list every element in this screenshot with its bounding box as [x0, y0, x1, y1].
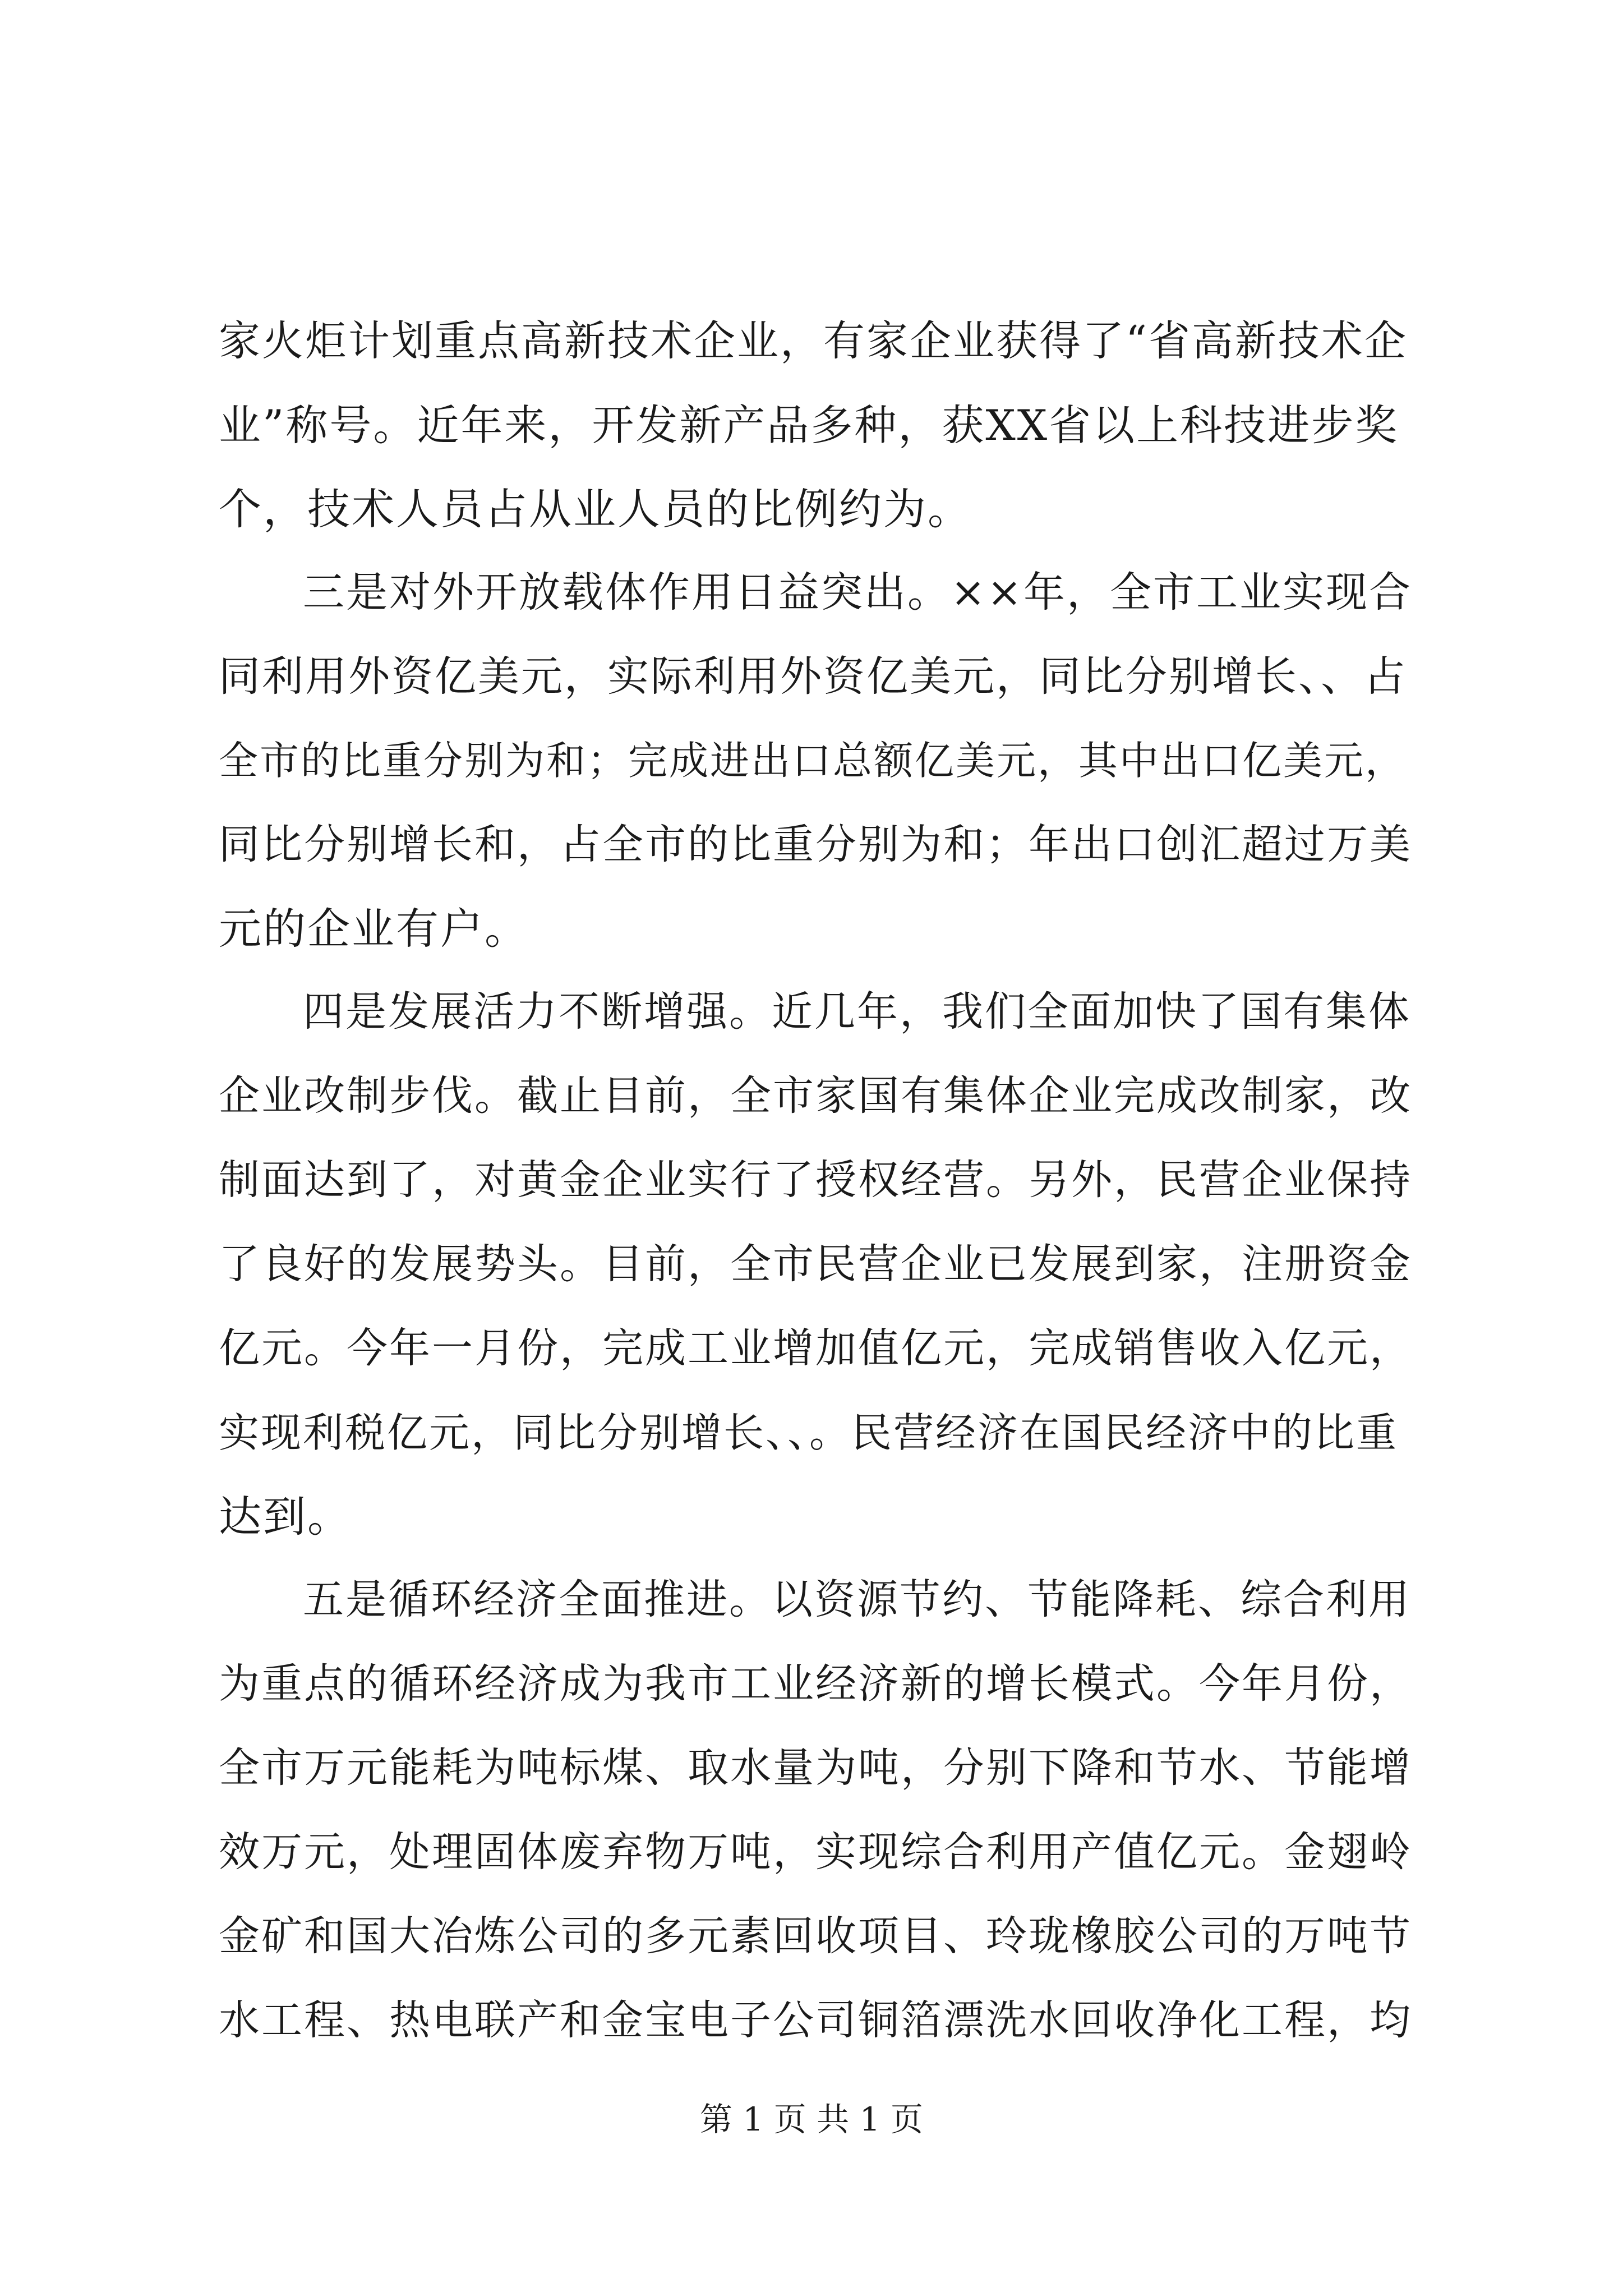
text-line: 个，技术人员占从业人员的比例约为。 — [219, 484, 972, 534]
text-line: 全市的比重分别为和；完成进出口总额亿美元，其中出口亿美元， — [219, 738, 1406, 784]
paragraph-first-line: 四是发展活力不断增强。近几年，我们全面加快了国有集体 — [303, 988, 1411, 1036]
text-line: 实现利税亿元，同比分别增长、、。民营经济在国民经济中的比重 — [219, 1409, 1399, 1456]
text-line: 效万元，处理固体废弃物万吨，实现综合利用产值亿元。金翅岭 — [219, 1828, 1412, 1876]
text-line: 企业改制步伐。截止目前，全市家国有集体企业完成改制家，改 — [219, 1072, 1412, 1120]
text-line: 元的企业有户。 — [219, 904, 529, 954]
text-line: 亿元。今年一月份，完成工业增加值亿元，完成销售收入亿元， — [219, 1324, 1412, 1372]
text-line: 制面达到了，对黄金企业实行了授权经营。另外，民营企业保持 — [219, 1156, 1412, 1204]
text-line: 金矿和国大冶炼公司的多元素回收项目、玲珑橡胶公司的万吨节 — [219, 1912, 1412, 1960]
paragraph-first-line: 五是循环经济全面推进。以资源节约、节能降耗、综合利用 — [303, 1576, 1411, 1623]
text-line: 为重点的循环经济成为我市工业经济新的增长模式。今年月份， — [219, 1660, 1412, 1708]
text-line: 达到。 — [219, 1492, 352, 1542]
text-line: 同利用外资亿美元，实际利用外资亿美元，同比分别增长、、占 — [219, 652, 1407, 701]
text-line: 了良好的发展势头。目前，全市民营企业已发展到家，注册资金 — [219, 1240, 1412, 1288]
page-footer: 第 1 页 共 1 页 — [700, 2100, 923, 2138]
text-line: 同比分别增长和，占全市的比重分别为和；年出口创汇超过万美 — [219, 821, 1412, 868]
text-line: 业”称号。近年来，开发新产品多种，获XX省以上科技进步奖 — [219, 401, 1399, 450]
paragraph-first-line: 三是对外开放载体作用日益突出。××年，全市工业实现合 — [303, 568, 1413, 616]
text-line: 家火炬计划重点高新技术企业，有家企业获得了“省高新技术企 — [219, 317, 1408, 365]
text-line: 水工程、热电联产和金宝电子公司铜箔漂洗水回收净化工程，均 — [219, 1996, 1412, 2044]
text-line: 全市万元能耗为吨标煤、取水量为吨，分别下降和节水、节能增 — [219, 1744, 1412, 1792]
